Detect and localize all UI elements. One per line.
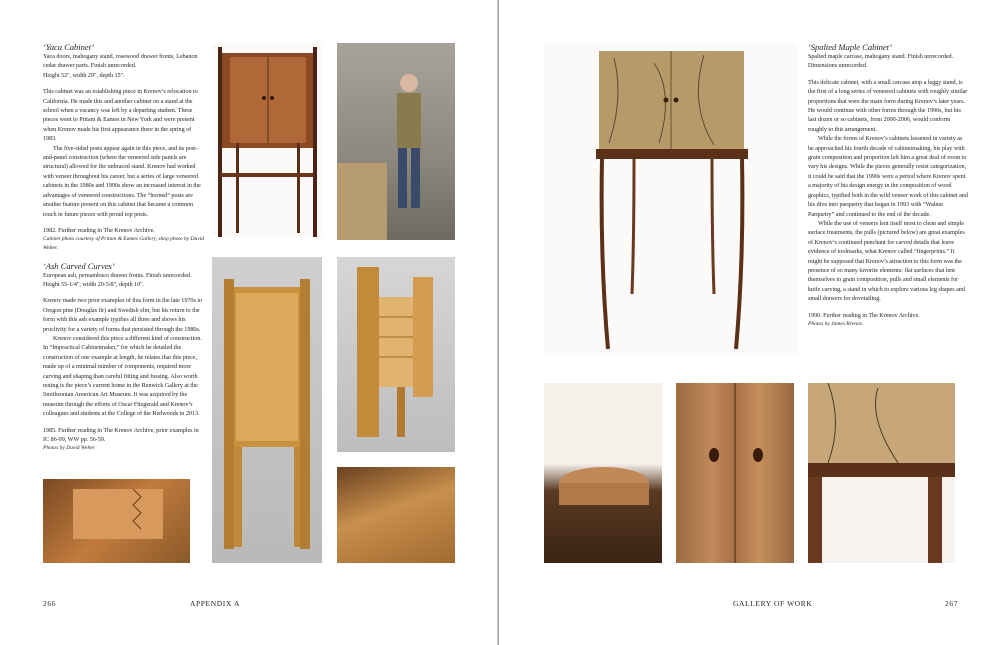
left-text-column	[43, 42, 206, 563]
spalted-paragraph: While the forms of Krenov’s cabinets lessened in variety as he approached his fourth decade of cabinetmaking, his play with grain composition and proportion left him a great deal of room to vary his designs. While the pieces generally resist categorization, it could be said that the 1990s were a period where Krenov spent a majority of his design energy in the composition of wood graphics, typified both in the wild veneer work of this cabinet and his dive into parquetry that began in 1993 with “Walnut Parquetry” and continued to the end of the decade.	[808, 135, 968, 218]
pull-detail-photo	[544, 383, 662, 563]
ash-note: 1985. Further reading in The Krenov Archive, prior examples in IC 86-99, WW pp. 56-59.	[43, 426, 199, 443]
right-page-number: 267	[945, 599, 959, 608]
ash-cabinet-text	[43, 261, 206, 454]
ash-title: ‘Ash Carved Curves’	[43, 260, 115, 271]
left-running-header: APPENDIX A	[190, 599, 240, 608]
ash-cabinet-open-photo	[337, 257, 455, 452]
corner-detail-photo	[337, 467, 455, 563]
ash-spec: European ash, pernambuco drawer fronts. Finish unrecorded.	[43, 271, 192, 279]
right-page	[499, 0, 1000, 645]
spalted-spec: Spalted maple carcase, mahogany stand. Finish unrecorded.	[808, 53, 954, 60]
spalted-paragraph: While the use of veneers lent itself most to clean and simple surface treatments, the pulls (pictured below) are great examples of Krenov’s continued penchant for carved details that leave evidence of toolmarks, what Krenov called “fingerprints.” It might be supposed that Krenov’s attraction to this form was the presence of so many favorite elements: flat surfaces that lent themselves to grain composition, pulls and small elements for knife carving, a stand in which to explore various leg shapes and small drawers for dovetailing.	[808, 219, 965, 303]
spalted-note: 1990. Further reading in The Krenov Archive.	[808, 311, 920, 319]
left-page	[0, 0, 498, 645]
dovetail-detail-photo	[43, 479, 190, 563]
ash-paragraph: Krenov made two prior examples of this form in the late 1970s in Oregon pine (Douglas fir) and Swedish elm, but his return to the form with this ash example typifies all three and shows his proclivity for a variety of forms that persisted through the 1980s.	[43, 297, 203, 333]
yaca-cabinet-photo	[212, 43, 323, 237]
right-running-header: GALLERY OF WORK	[733, 599, 813, 608]
yaca-spec: Yaca doors, mahogany stand, rosewood drawer fronts, Lebanon cedar drawer parts. Finish unrecorded.	[43, 53, 198, 70]
spalted-maple-cabinet-photo	[544, 43, 797, 355]
yaca-cabinet-text	[43, 42, 206, 253]
yaca-note: 1982. Further reading in The Krenov Archive.	[43, 226, 155, 234]
ash-spec: Height 55-1/4", width 20-5/8", depth 10".	[43, 280, 145, 288]
ash-paragraph: Krenov considered this piece a different kind of construction. In “Impractical Cabinetmaker,” for which he detailed the construction of one example at length, he relates that this piece, made up of a minimal number of components, required more carving and shaping than careful fitting and fussing. Also worth noting is the piece’s current home in the Renwick Gallery at the Smithsonian American Art Museum. It was acquired by the museum through the efforts of Oscar Fitzgerald and Krenov’s colleagues and students at the College of the Redwoods in 2013.	[43, 334, 202, 418]
spalted-credit: Photos by James Krenov.	[808, 320, 864, 327]
spalted-cabinet-text	[808, 42, 968, 329]
yaca-paragraph: The five-sided posts appear again in this piece, and its post-and-panel construction (where the veneered side panels are structural) allowed for the unbraced stand. Krenov had worked with veneer throughout his career, but a series of large veneered cabinets in the 1980s and 1990s show an increased interest in the advantages of veneered constructions. The “horned” posts are another feature present on this cabinet that became a common touch in future pieces with proud top posts.	[43, 144, 201, 218]
stand-detail-photo	[808, 383, 955, 563]
yaca-paragraph: This cabinet was an establishing piece in Krenov’s relocation to California. He made this and another cabinet on a stand at the school when a vacancy was left by a departing student. These pieces went to Pritam & Eames in New York and were present when Krenov made his first appearance there in the spring of 1983.	[43, 88, 198, 143]
yaca-credit: Cabinet photo courtesy of Pritam & Eames Gallery, shop photo by David Welter.	[43, 236, 204, 251]
left-page-number: 266	[43, 599, 57, 608]
workshop-photo	[337, 43, 455, 240]
spalted-paragraph: This delicate cabinet, with a small carcase atop a leggy stand, is the first of a long series of veneered cabinets with roughly similar proportions that were the main form during Krenov’s later years. He would continue with other forms through the 1990s, but his last dozen or so cabinets, from 2000-2006, would conform roughly to this arrangement.	[808, 78, 968, 133]
spalted-title: ‘Spalted Maple Cabinet’	[808, 42, 892, 52]
yaca-spec: Height 52", width 29", depth 15".	[43, 71, 125, 79]
spalted-spec: Dimensions unrecorded.	[808, 62, 868, 70]
door-pulls-photo	[676, 383, 794, 563]
yaca-title: ‘Yaca Cabinet’	[43, 42, 94, 52]
ash-credit: Photos by David Welter	[43, 445, 95, 452]
ash-cabinet-photo	[212, 257, 322, 563]
